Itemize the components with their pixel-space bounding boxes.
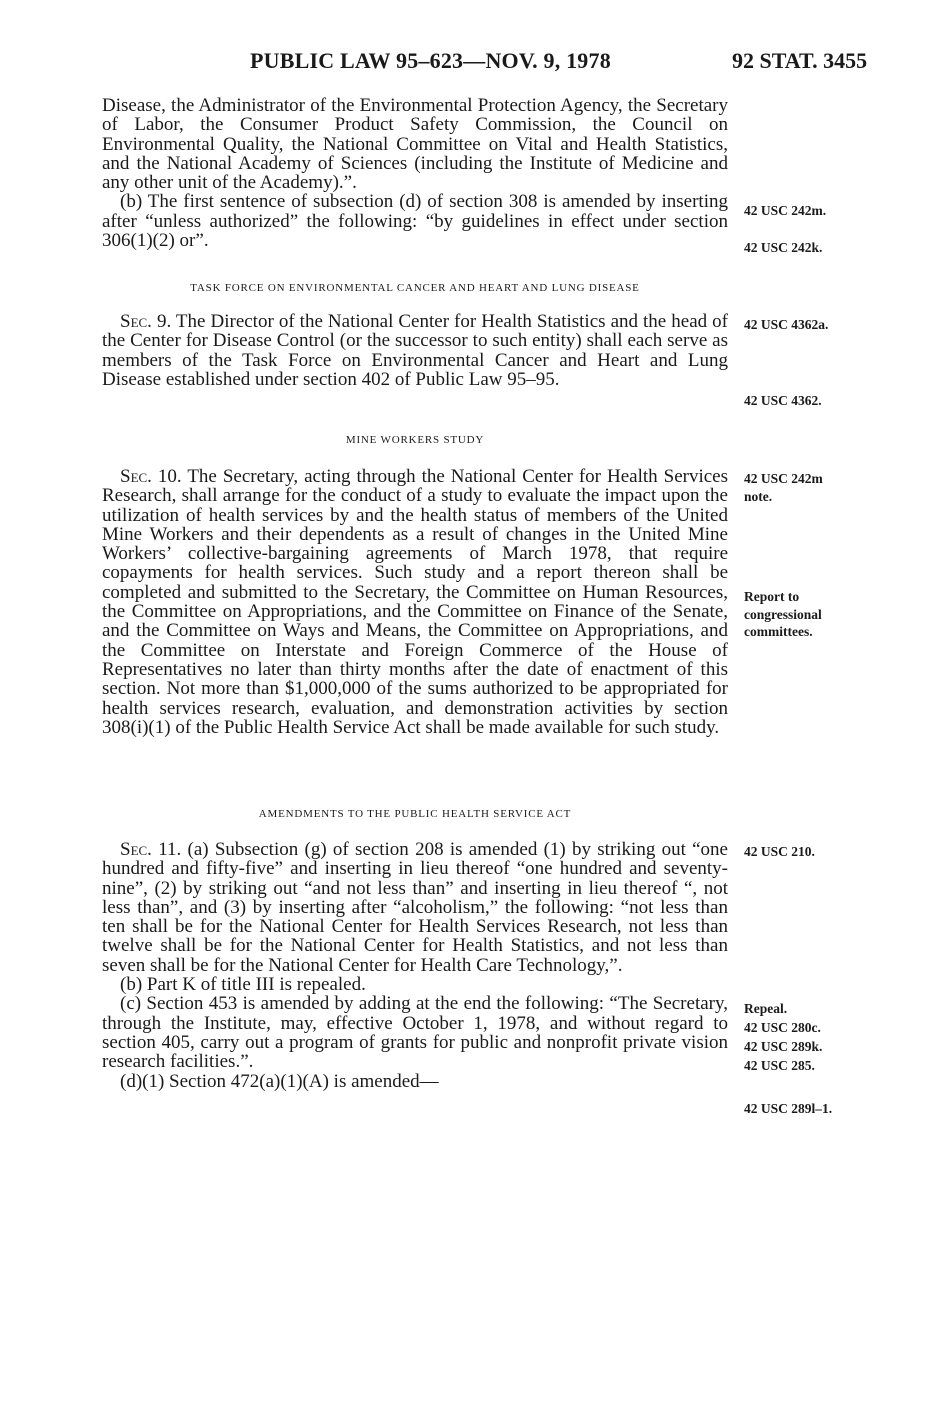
margin-note-repeal: Repeal. xyxy=(744,1001,788,1016)
margin-note-42-usc-285: 42 USC 285. xyxy=(744,1058,815,1073)
section-9-heading: TASK FORCE ON ENVIRONMENTAL CANCER AND HEART AND LUNG DISEASE xyxy=(190,282,640,294)
margin-note-42-usc-289l-1: 42 USC 289l–1. xyxy=(744,1101,833,1116)
section-11-heading: AMENDMENTS TO THE PUBLIC HEALTH SERVICE ACT xyxy=(258,808,572,820)
page-header xyxy=(0,48,948,78)
section-9-text xyxy=(102,312,728,389)
section-11-subsection-b: (b) Part K of title III is repealed. xyxy=(120,974,366,996)
margin-note-42-usc-280c: 42 USC 280c. xyxy=(744,1020,821,1035)
margin-note-report-to-congress xyxy=(744,588,934,641)
margin-note-42-usc-289k: 42 USC 289k. xyxy=(744,1039,823,1054)
margin-note-line: congressional xyxy=(744,606,822,622)
margin-note-42-usc-242k: 42 USC 242k. xyxy=(744,240,823,255)
continuation-paragraph: Disease, the Administrator of the Environmental Protection Agency, the Secretary of Labor, the Consumer Product Safety Commission, the Council on Environmental Quality, the National Committee on Vital and Health Statistics, and the National Academy of Sciences (including the Institute of Medicine and any other unit of the Academy).”. xyxy=(102,95,728,194)
section-11-subsection-d: (d)(1) Section 472(a)(1)(A) is amended— xyxy=(120,1070,439,1092)
margin-note-42-usc-242m: 42 USC 242m. xyxy=(744,203,827,218)
section-11-subsection-a: (a) Subsection (g) of section 208 is amended (1) by striking out “one hundred and fifty-five” and inserting in lieu thereof “one hundred and seventy-nine”, (2) by striking out “and not less than” and inserting in lieu thereof “, not less than”, and (3) by inserting after “alcoholism,” the following: “not less than ten shall be for the National Center for Health Services Research, not less than twelve shall be for the National Center for Health Statistics, and not less than seven shall be for the National Center for Health Care Technology,”. xyxy=(102,839,728,976)
continuation-text xyxy=(102,96,728,250)
section-10-heading: MINE WORKERS STUDY xyxy=(345,434,485,446)
section-10-body: The Secretary, acting through the National Center for Health Services Research, shall arrange for the conduct of a study to evaluate the impact upon the utilization of health services by and the health status of members of the United Mine Workers and their dependents as a result of changes in the United Mine Workers’ collective-bargaining agreements of March 1978, that require copayments for health services. Such study and a report thereon shall be completed and submitted to the Secretary, the Committee on Human Resources, the Committee on Appropriations, and the Committee on Finance of the Senate, and the Committee on Ways and Means, the Committee on Appropriations, and the Committee on Interstate and Foreign Commerce of the House of Representatives no later than thirty months after the date of enactment of this section. Not more than $1,000,000 of the sums authorized to be appropriated for health services research, evaluation, and demonstration activities by section 308(i)(1) of the Public Health Service Act shall be made available for such study. xyxy=(102,466,728,738)
section-11-subsection-c: (c) Section 453 is amended by adding at the end the following: “The Secretary, through the Institute, may, effective October 1, 1978, and without regard to section 405, carry out a program of grants for public and nonprofit private vision research facilities.”. xyxy=(102,993,728,1073)
margin-note-42-usc-210: 42 USC 210. xyxy=(744,844,815,859)
section-9-label: Sec. 9. xyxy=(120,311,172,332)
margin-note-line: note. xyxy=(744,488,773,504)
margin-note-42-usc-4362: 42 USC 4362. xyxy=(744,393,822,408)
paragraph-b: (b) The first sentence of subsection (d) of section 308 is amended by inserting after “unless authorized” the following: “by guidelines in effect under section 306(1)(2) or”. xyxy=(102,191,728,252)
margin-note-line: 42 USC 242m xyxy=(744,471,823,486)
section-9-body: The Director of the National Center for Health Statistics and the head of the Center for Disease Control (or the successor to such entity) shall each serve as members of the Task Force on Environmental Cancer and Heart and Lung Disease established under section 402 of Public Law 95–95. xyxy=(102,311,728,390)
running-head: PUBLIC LAW 95–623—NOV. 9, 1978 xyxy=(250,48,611,73)
section-11-label: Sec. 11. xyxy=(120,839,182,860)
margin-note-line: committees. xyxy=(744,624,813,639)
section-10-text xyxy=(102,467,728,737)
margin-note-42-usc-242m-note xyxy=(744,470,934,505)
margin-note-line: Report to xyxy=(744,589,800,604)
section-10-label: Sec. 10. xyxy=(120,466,182,487)
section-11-text xyxy=(102,840,728,1091)
margin-note-42-usc-4362a: 42 USC 4362a. xyxy=(744,317,829,332)
statute-page-number: 92 STAT. 3455 xyxy=(732,48,868,73)
